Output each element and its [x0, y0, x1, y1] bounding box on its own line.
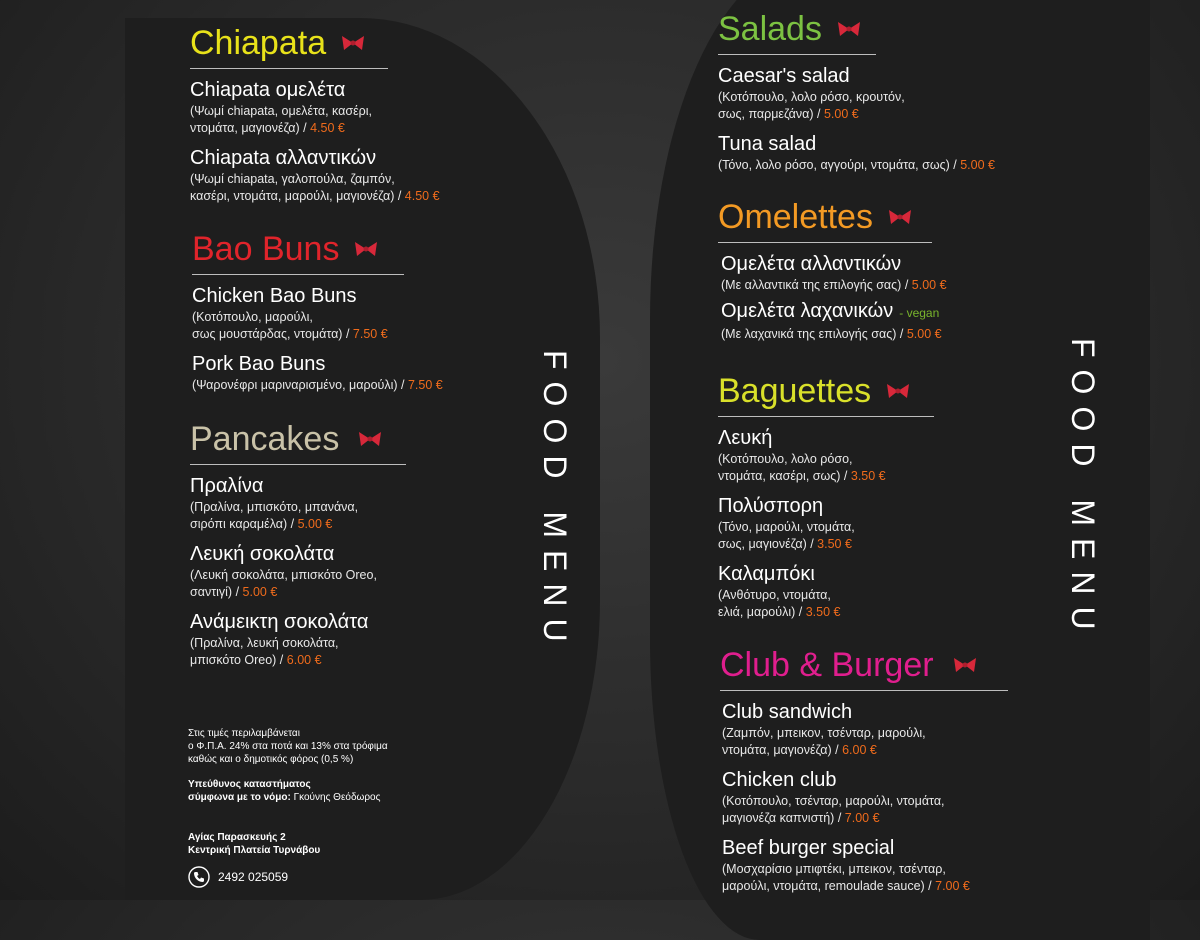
section-omelettes: [718, 198, 1078, 343]
item-desc: (Λευκή σοκολάτα, μπισκότο Oreo, σαντιγί) / 5.00 €: [190, 568, 377, 599]
item-desc: (Κοτόπουλο, λολο ρόσο, κρουτόν, σως, παρμεζάνα) / 5.00 €: [718, 90, 905, 121]
section-title: Pancakes: [190, 420, 340, 458]
bow-icon: [885, 383, 911, 399]
menu-item: [190, 147, 490, 205]
section-title: Omelettes: [718, 198, 873, 236]
menu-item: [190, 611, 510, 669]
menu-item: [721, 253, 1078, 294]
item-name: Caesar's salad: [718, 65, 850, 87]
menu-item: [718, 427, 1078, 485]
section-title: Salads: [718, 10, 822, 48]
section-baguettes: [718, 372, 1078, 621]
item-name: Club sandwich: [722, 701, 853, 723]
section-divider: [718, 242, 932, 243]
menu-item: [190, 79, 490, 137]
item-desc: (Κοτόπουλο, τσένταρ, μαρούλι, ντομάτα, μαγιονέζα καπνιστή) / 7.00 €: [722, 794, 945, 825]
phone-icon: [188, 866, 210, 888]
section-title: Chiapata: [190, 24, 327, 62]
item-name: Pork Bao Buns: [192, 353, 326, 375]
section-divider: [718, 54, 876, 55]
store-manager: Υπεύθυνος καταστήματος σύμφωνα με το νόμο: Γκούνης Θεόδωρος: [188, 779, 381, 803]
menu-item: [718, 133, 1078, 174]
item-desc: (Πραλίνα, λευκή σοκολάτα, μπισκότο Oreo) / 6.00 €: [190, 636, 339, 667]
bow-icon: [353, 241, 379, 257]
section-title: Bao Buns: [192, 230, 340, 268]
bow-icon: [357, 431, 383, 447]
item-name: Chicken Bao Buns: [192, 285, 357, 307]
item-desc: (Πραλίνα, μπισκότο, μπανάνα, σιρόπι καραμέλα) / 5.00 €: [190, 500, 359, 531]
menu-item: [192, 353, 512, 394]
section-divider: [190, 464, 406, 465]
item-price: 5.00 €: [297, 517, 333, 531]
bow-icon: [836, 21, 862, 37]
menu-item: [722, 837, 1080, 895]
item-name: Πραλίνα: [190, 475, 264, 497]
vat-notice: Στις τιμές περιλαμβάνεται ο Φ.Π.Α. 24% στα ποτά και 13% στα τρόφιμα καθώς και ο δημοτικός φόρος (0,5 %): [188, 728, 388, 765]
item-desc: (Ψωμί chiapata, γαλοπούλα, ζαμπόν, κασέρι, ντομάτα, μαρούλι, μαγιονέζα) / 4.50 €: [190, 172, 440, 203]
item-desc: (Ψωμί chiapata, ομελέτα, κασέρι, ντομάτα, μαγιονέζα) / 4.50 €: [190, 104, 373, 135]
menu-item: [190, 543, 510, 601]
section-pancakes: [190, 420, 510, 669]
menu-item: [718, 65, 1078, 123]
item-name: Λευκή: [718, 427, 773, 449]
address: Αγίας Παρασκευής 2 Κεντρική Πλατεία Τυρνάβου: [188, 832, 321, 856]
item-price: 6.00 €: [286, 653, 322, 667]
item-desc: (Με αλλαντικά της επιλογής σας) / 5.00 €: [721, 278, 947, 292]
section-chiapata: [190, 24, 490, 205]
item-price: 5.00 €: [906, 327, 942, 341]
vertical-label-left: FOOD MENU: [537, 350, 573, 654]
item-price: 6.00 €: [842, 743, 877, 757]
item-desc: (Κοτόπουλο, λολο ρόσο, ντομάτα, κασέρι, σως) / 3.50 €: [718, 452, 886, 483]
section-divider: [190, 68, 388, 69]
menu-item: [718, 563, 1078, 621]
section-club-burger: [720, 646, 1080, 895]
phone-row: [188, 866, 288, 888]
bow-icon: [340, 35, 366, 51]
item-name: Ανάμεικτη σοκολάτα: [190, 611, 369, 633]
item-name: Πολύσπορη: [718, 495, 824, 517]
item-price: 3.50 €: [850, 469, 886, 483]
item-desc: (Μοσχαρίσιο μπιφτέκι, μπεικον, τσένταρ, μαρούλι, ντομάτα, remoulade sauce) / 7.00 €: [722, 862, 970, 893]
item-desc: (Ανθότυρο, ντομάτα, ελιά, μαρούλι) / 3.50 €: [718, 588, 841, 619]
menu-item: [722, 701, 1080, 759]
item-name: Tuna salad: [718, 133, 817, 155]
item-price: 3.50 €: [805, 605, 841, 619]
item-desc: (Ψαρονέφρι μαριναρισμένο, μαρούλι) / 7.50 €: [192, 378, 443, 392]
menu-item: [721, 300, 1078, 343]
item-name: Chiapata ομελέτα: [190, 79, 346, 101]
item-name: Chiapata αλλαντικών: [190, 147, 377, 169]
item-desc: (Τόνο, λολο ρόσο, αγγούρι, ντομάτα, σως) / 5.00 €: [718, 158, 995, 172]
item-price: 5.00 €: [242, 585, 278, 599]
item-desc: (Με λαχανικά της επιλογής σας) / 5.00 €: [721, 327, 942, 341]
item-name: Καλαμπόκι: [718, 563, 815, 585]
vertical-label-right: FOOD MENU: [1065, 338, 1101, 642]
vegan-tag: - vegan: [899, 306, 940, 320]
item-name: Ομελέτα λαχανικών - vegan: [721, 300, 940, 322]
item-desc: (Ζαμπόν, μπεικον, τσένταρ, μαρούλι, ντομάτα, μαγιονέζα) / 6.00 €: [722, 726, 926, 757]
section-bao-buns: [192, 230, 512, 394]
item-name: Ομελέτα αλλαντικών: [721, 253, 902, 275]
section-title: Club & Burger: [720, 646, 934, 684]
phone-number: 2492 025059: [218, 869, 289, 884]
menu-item: [722, 769, 1080, 827]
item-price: 3.50 €: [817, 537, 852, 551]
menu-item: [192, 285, 512, 343]
menu-item: [718, 495, 1078, 553]
item-price: 4.50 €: [310, 121, 345, 135]
menu-item: [190, 475, 510, 533]
section-salads: [718, 10, 1078, 174]
section-title: Baguettes: [718, 372, 872, 410]
item-desc: (Κοτόπουλο, μαρούλι, σως μουστάρδας, ντομάτα) / 7.50 €: [192, 310, 388, 341]
item-price: 7.50 €: [352, 327, 388, 341]
section-divider: [192, 274, 404, 275]
item-price: 7.50 €: [407, 378, 443, 392]
item-desc: (Τόνο, μαρούλι, ντομάτα, σως, μαγιονέζα) / 3.50 €: [718, 520, 855, 551]
item-name: Beef burger special: [722, 837, 895, 859]
bow-icon: [887, 209, 913, 225]
item-name: Chicken club: [722, 769, 837, 791]
item-name: Λευκή σοκολάτα: [190, 543, 335, 565]
section-divider: [718, 416, 934, 417]
item-price: 4.50 €: [404, 189, 440, 203]
section-divider: [720, 690, 1008, 691]
item-price: 5.00 €: [960, 158, 995, 172]
item-price: 7.00 €: [935, 879, 970, 893]
item-price: 5.00 €: [823, 107, 859, 121]
item-price: 7.00 €: [844, 811, 880, 825]
item-price: 5.00 €: [911, 278, 947, 292]
bow-icon: [952, 657, 978, 673]
